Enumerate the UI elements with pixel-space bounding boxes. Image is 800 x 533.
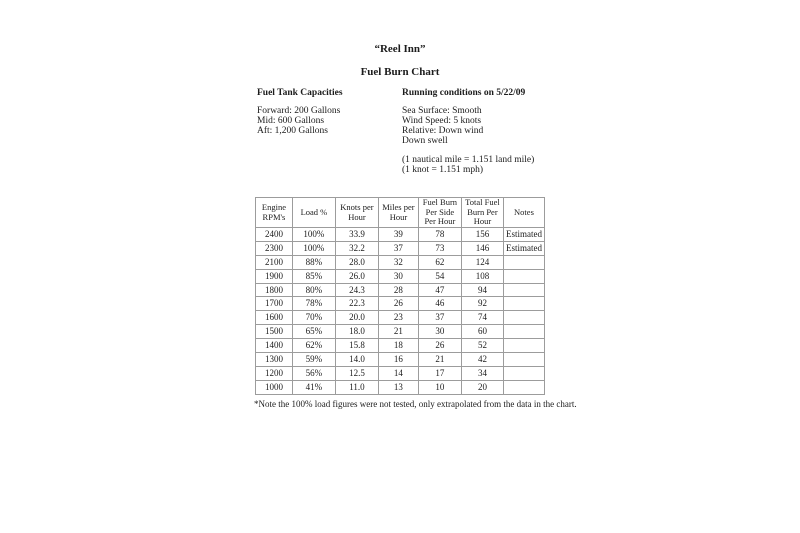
table-cell: 22.3	[335, 297, 378, 311]
running-condition-line: Sea Surface: Smooth	[402, 106, 482, 116]
fuel-tank-line: Forward: 200 Gallons	[257, 106, 341, 116]
table-cell: Estimated	[503, 228, 544, 242]
table-cell: 56%	[292, 366, 335, 380]
table-cell	[503, 297, 544, 311]
table-cell: 85%	[292, 269, 335, 283]
table-cell: 70%	[292, 311, 335, 325]
table-cell: 32.2	[335, 241, 378, 255]
table-cell	[503, 283, 544, 297]
table-cell: 30	[378, 269, 418, 283]
table-cell: 100%	[292, 228, 335, 242]
table-row	[256, 255, 545, 269]
table-cell: 26	[418, 339, 461, 353]
table-row	[256, 269, 545, 283]
table-cell: 20	[461, 380, 503, 394]
table-cell: 62	[418, 255, 461, 269]
table-cell: 1000	[256, 380, 293, 394]
table-cell: 78%	[292, 297, 335, 311]
fuel-tank-line: Mid: 600 Gallons	[257, 116, 325, 126]
table-header-cell: Load %	[292, 198, 335, 228]
table-cell: 28	[378, 283, 418, 297]
table-row	[256, 380, 545, 394]
table-cell: 78	[418, 228, 461, 242]
fuel-burn-table	[255, 197, 545, 395]
table-cell: 11.0	[335, 380, 378, 394]
table-cell: 47	[418, 283, 461, 297]
table-cell: 14.0	[335, 353, 378, 367]
table-cell: 20.0	[335, 311, 378, 325]
fuel-tank-line: Aft: 1,200 Gallons	[257, 126, 328, 136]
table-cell: 33.9	[335, 228, 378, 242]
table-cell: 1700	[256, 297, 293, 311]
table-cell: 17	[418, 366, 461, 380]
table-row	[256, 297, 545, 311]
table-cell: 32	[378, 255, 418, 269]
table-row	[256, 339, 545, 353]
table-cell: 60	[461, 325, 503, 339]
table-cell: Estimated	[503, 241, 544, 255]
table-header-row	[256, 198, 545, 228]
table-cell	[503, 255, 544, 269]
unit-conversion-notes	[402, 155, 534, 175]
table-cell: 21	[418, 353, 461, 367]
table-cell: 2100	[256, 255, 293, 269]
table-cell: 1600	[256, 311, 293, 325]
table-row	[256, 283, 545, 297]
document-title: “Reel Inn”	[374, 43, 426, 55]
table-row	[256, 241, 545, 255]
running-condition-line: Down swell	[402, 136, 448, 146]
table-cell: 108	[461, 269, 503, 283]
table-cell: 15.8	[335, 339, 378, 353]
table-cell: 52	[461, 339, 503, 353]
table-cell: 14	[378, 366, 418, 380]
table-cell: 146	[461, 241, 503, 255]
table-cell: 34	[461, 366, 503, 380]
running-conditions-list	[402, 106, 483, 146]
table-cell	[503, 339, 544, 353]
table-cell	[503, 353, 544, 367]
table-cell: 1800	[256, 283, 293, 297]
table-cell: 94	[461, 283, 503, 297]
table-row	[256, 325, 545, 339]
fuel-tank-capacities-list	[257, 106, 340, 136]
table-cell: 18	[378, 339, 418, 353]
document-subtitle: Fuel Burn Chart	[360, 66, 440, 78]
table-cell: 39	[378, 228, 418, 242]
table-cell: 21	[378, 325, 418, 339]
table-header-cell: Fuel Burn Per Side Per Hour	[418, 198, 461, 228]
table-cell: 124	[461, 255, 503, 269]
table-cell: 54	[418, 269, 461, 283]
table-cell: 62%	[292, 339, 335, 353]
conversion-line: (1 nautical mile = 1.151 land mile)	[402, 155, 535, 165]
footnote: *Note the 100% load figures were not tested, only extrapolated from the data in the chart.	[254, 399, 577, 409]
table-cell: 73	[418, 241, 461, 255]
table-cell: 1500	[256, 325, 293, 339]
table-cell: 46	[418, 297, 461, 311]
table-cell: 30	[418, 325, 461, 339]
table-cell: 37	[378, 241, 418, 255]
table-cell: 1400	[256, 339, 293, 353]
table-header-cell: Miles per Hour	[378, 198, 418, 228]
table-header-cell: Notes	[503, 198, 544, 228]
table-cell	[503, 366, 544, 380]
table-cell: 12.5	[335, 366, 378, 380]
table-row	[256, 366, 545, 380]
table-cell: 2400	[256, 228, 293, 242]
fuel-tank-capacities-heading: Fuel Tank Capacities	[257, 88, 343, 98]
table-cell: 65%	[292, 325, 335, 339]
running-condition-line: Wind Speed: 5 knots	[402, 116, 482, 126]
table-cell	[503, 311, 544, 325]
table-cell: 80%	[292, 283, 335, 297]
table-cell: 74	[461, 311, 503, 325]
conversion-line: (1 knot = 1.151 mph)	[402, 165, 484, 175]
table-row	[256, 228, 545, 242]
table-cell: 26	[378, 297, 418, 311]
table-cell: 13	[378, 380, 418, 394]
table-cell: 18.0	[335, 325, 378, 339]
table-cell: 1200	[256, 366, 293, 380]
table-cell: 16	[378, 353, 418, 367]
table-header-cell: Total Fuel Burn Per Hour	[461, 198, 503, 228]
table-cell: 37	[418, 311, 461, 325]
table-cell: 42	[461, 353, 503, 367]
table-body	[256, 228, 545, 395]
running-condition-line: Relative: Down wind	[402, 126, 484, 136]
table-header-cell: Knots per Hour	[335, 198, 378, 228]
table-cell: 92	[461, 297, 503, 311]
table-cell: 1300	[256, 353, 293, 367]
table-cell: 100%	[292, 241, 335, 255]
table-cell: 59%	[292, 353, 335, 367]
table-cell: 10	[418, 380, 461, 394]
table-cell	[503, 325, 544, 339]
table-cell: 23	[378, 311, 418, 325]
table-row	[256, 353, 545, 367]
table-cell: 156	[461, 228, 503, 242]
table-cell: 1900	[256, 269, 293, 283]
table-header	[256, 198, 545, 228]
table-header-cell: Engine RPM's	[256, 198, 293, 228]
table-cell: 26.0	[335, 269, 378, 283]
running-conditions-heading: Running conditions on 5/22/09	[402, 88, 526, 98]
table-cell: 24.3	[335, 283, 378, 297]
table-cell: 41%	[292, 380, 335, 394]
table-cell: 88%	[292, 255, 335, 269]
table-cell: 2300	[256, 241, 293, 255]
table-cell	[503, 380, 544, 394]
table-cell: 28.0	[335, 255, 378, 269]
table-row	[256, 311, 545, 325]
table-cell	[503, 269, 544, 283]
